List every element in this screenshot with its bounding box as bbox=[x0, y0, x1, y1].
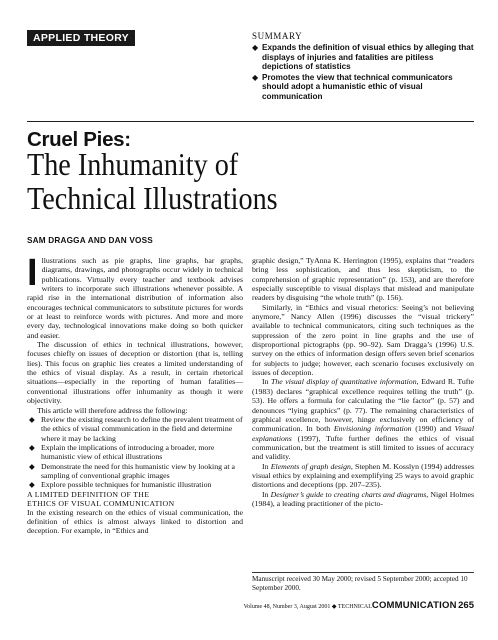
body-paragraph: This article will therefore address the following: bbox=[37, 405, 188, 415]
body-paragraph-text: llustrations such as pie graphs, line graphs, bar graphs, diagrams, drawings, and photographs occur widely in technical publications. Virtually every teacher and textbook advises writers to incorporate such illustrations whenever possible. A rapid rise in the international distribution of information also encourages technical communicators to substitute pictures for words or at least to reinforce words with pictures. And more and more every day, technological innovations make doing so both quicker and easier. bbox=[27, 256, 243, 340]
title-line-1: The Inhumanity of bbox=[27, 146, 239, 182]
body-paragraph: Similarly, in “Ethics and visual rhetorics: Seeing’s not believing anymore,” Nancy Allen (1996) discusses the “visual trickery” available to technical communicators, citing such techniques as the suppression of the zero point in line graphs and the use of disproportional pictographs (pp. 90–92). Sam Dragga’s (1996) U.S. survey on the ethics of information design offers seven brief scenarios for subjects to judge; however, each scenario focuses exclusively on issues of deception. bbox=[252, 302, 474, 378]
list-item bbox=[29, 480, 243, 490]
section-kicker bbox=[27, 32, 135, 44]
summary-list bbox=[252, 43, 474, 102]
book-title: Elements of graph design bbox=[270, 461, 351, 471]
section-heading bbox=[27, 490, 243, 508]
book-title: The visual display of quantitative information bbox=[271, 377, 417, 387]
diamond-bullet-icon: ◆ bbox=[29, 480, 35, 490]
diamond-bullet-icon: ◆ bbox=[29, 461, 35, 471]
text-run: , Nigel Holmes (1984), a leading practitioner of the picto- bbox=[252, 489, 474, 508]
list-item-text: Demonstrate the need for this humanistic view by looking at a sampling of conventional graphic images bbox=[41, 461, 236, 480]
list-item bbox=[29, 461, 243, 481]
body-paragraph bbox=[252, 490, 474, 509]
footer-volume: Volume 48, Number 3, August 2001 bbox=[243, 604, 331, 610]
section-heading-line-2: ETHICS OF VISUAL COMMUNICATION bbox=[27, 498, 175, 508]
summary-item-text: Expands the definition of visual ethics by alleging that displays of injuries and fatalities are pitiless depictions of statistics bbox=[262, 43, 474, 72]
book-title: Envisioning information bbox=[333, 424, 412, 434]
author-byline: SAM DRAGGA AND DAN VOSS bbox=[27, 236, 153, 245]
list-item-text: Explain the implications of introducing a broader, more humanistic view of ethical illustrations bbox=[41, 442, 215, 462]
list-item-text: Review the existing research to define the prevalent treatment of the ethics of visual communication in the field and determine where it may be lacking bbox=[41, 414, 243, 443]
text-run: In bbox=[262, 377, 272, 387]
body-paragraph bbox=[252, 462, 474, 490]
summary-item bbox=[252, 73, 474, 102]
text-run: (1997), Tufte further defines the ethics of visual communication, but the treatment is still limited to issues of accuracy and validity. bbox=[252, 433, 474, 462]
diamond-bullet-icon: ◆ bbox=[252, 72, 259, 82]
diamond-bullet-icon: ◆ bbox=[29, 414, 35, 424]
page-number: 265 bbox=[458, 600, 474, 611]
text-run: , Edward R. Tufte (1983) declares “graphical excellence requires telling the truth” (p. 53). He offers a formula for calculating the “lie factor” (p. 57) and denounces “lying graphics” (p. 77). The remaining characteristics of graphical excellence, however, hinge exclusively on efficiency of communication. In both bbox=[252, 377, 474, 434]
diamond-bullet-icon: ◆ bbox=[29, 442, 35, 452]
body-column-left bbox=[27, 252, 243, 536]
diamond-bullet-icon: ◆ bbox=[252, 43, 259, 52]
list-item bbox=[29, 414, 243, 443]
book-title: Visual explanations bbox=[252, 424, 474, 443]
footer-journal-communication: COMMUNICATION bbox=[371, 600, 457, 611]
list-item bbox=[29, 442, 243, 462]
summary-label: SUMMARY bbox=[252, 31, 303, 41]
summary-item-text: Promotes the view that technical communicators should adopt a humanistic ethic of visual communication bbox=[262, 72, 453, 101]
footer-diamond-icon: ◆ bbox=[331, 604, 337, 610]
manuscript-note: Manuscript received 30 May 2000; revised 5 September 2000; accepted 10 September 2000. bbox=[252, 575, 468, 592]
text-run: (1990) and bbox=[411, 424, 455, 434]
drop-cap: I bbox=[27, 252, 38, 294]
page-footer bbox=[0, 600, 474, 611]
footer-journal-technical: TECHNICAL bbox=[337, 604, 372, 610]
text-run: In bbox=[262, 489, 271, 499]
body-column-right bbox=[252, 256, 474, 508]
title-line-2: Technical Illustrations bbox=[27, 180, 278, 216]
book-title: Designer’s guide to creating charts and diagrams bbox=[270, 489, 427, 499]
summary-box bbox=[252, 31, 474, 103]
section-kicker-label: APPLIED THEORY bbox=[27, 30, 135, 46]
header-rule bbox=[27, 121, 474, 122]
body-paragraph bbox=[252, 377, 474, 461]
body-paragraph: The discussion of ethics in technical illustrations, however, focuses chiefly on issues of deception or distortion (that is, telling lies). This focus on graphic lies creates a limited understanding of the ethics of visual display. As a result, in certain rhetorical situations—especially in the reporting of human fatalities—conventional illustrations offer inhumanity as though it were objectivity. bbox=[27, 340, 243, 406]
body-paragraph bbox=[27, 252, 243, 340]
list-item-text: Explore possible techniques for humanistic illustration bbox=[41, 480, 212, 490]
body-paragraph: graphic design,” TyAnna K. Herrington (1995), explains that “readers bring less sophistication, and thus less skepticism, to the comprehension of graphic representation” (p. 153), and are therefore especially susceptible to visual displays that mislead and manipulate readers by disguising “the whole truth” (p. 156). bbox=[252, 256, 474, 303]
body-paragraph: In the existing research on the ethics of visual communication, the definition of ethics is almost always linked to distortion and deception. For example, in “Ethics and bbox=[27, 507, 243, 536]
summary-item bbox=[252, 43, 474, 72]
objectives-list bbox=[27, 415, 243, 490]
text-run: In bbox=[262, 461, 271, 471]
text-run: , Stephen M. Kosslyn (1994) addresses visual ethics by explaining and exemplifying 25 ways to avoid graphic distortions and deceptions (pp. 207–235). bbox=[252, 461, 475, 490]
article-title bbox=[27, 147, 278, 215]
section-heading-line-1: A LIMITED DEFINITION OF THE bbox=[27, 489, 150, 499]
footnote-rule bbox=[252, 572, 474, 573]
title-kicker: Cruel Pies: bbox=[27, 128, 131, 151]
